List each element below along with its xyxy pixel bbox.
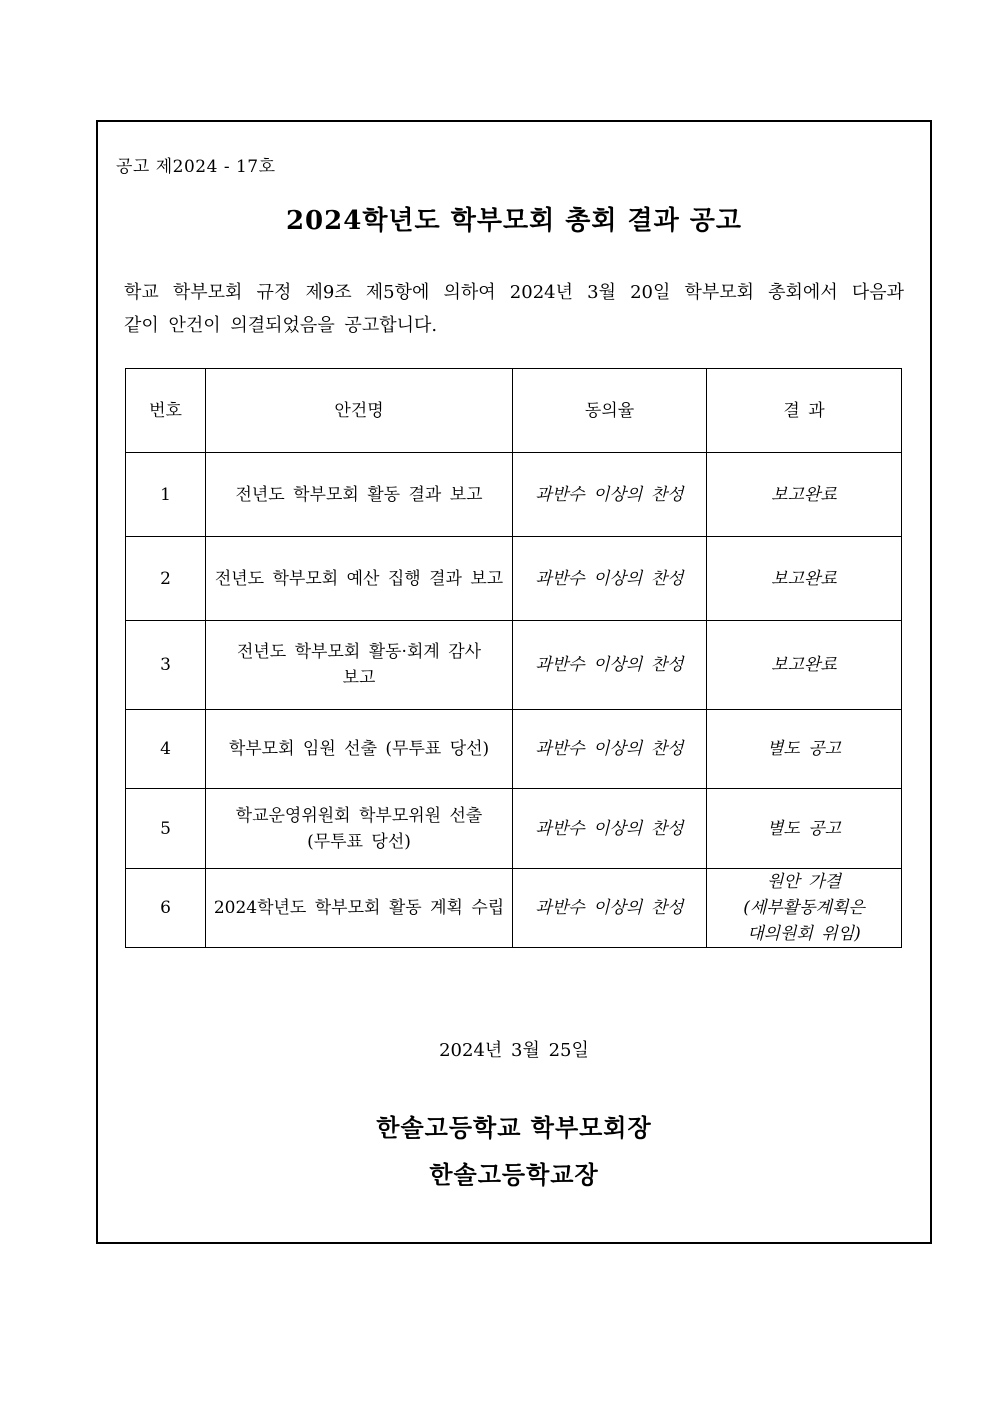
row-item-line: 전년도 학부모회 활동·회계 감사 xyxy=(236,642,482,662)
row-item xyxy=(206,710,513,789)
row-item-line: 학교운영위원회 학부모위원 선출 xyxy=(235,805,483,826)
results-table xyxy=(125,368,902,948)
row-item xyxy=(206,869,513,948)
row-number: 1 xyxy=(126,453,206,537)
row-rate: 과반수 이상의 찬성 xyxy=(513,453,707,537)
intro-line-2: 같이 안건이 의결되었음을 공고합니다. xyxy=(124,315,438,336)
row-result xyxy=(707,537,902,621)
table-row xyxy=(126,621,902,710)
row-result xyxy=(707,869,902,948)
header-result: 결 과 xyxy=(707,369,902,453)
row-item xyxy=(206,789,513,869)
row-result xyxy=(707,453,902,537)
row-result-line: 보고완료 xyxy=(771,655,837,675)
table-row xyxy=(126,453,902,537)
row-result xyxy=(707,710,902,789)
table-row xyxy=(126,789,902,869)
row-item-line: 학부모회 임원 선출 (무투표 당선) xyxy=(228,739,490,759)
row-item xyxy=(206,453,513,537)
row-number: 5 xyxy=(126,789,206,869)
row-item xyxy=(206,537,513,621)
row-result-line: 별도 공고 xyxy=(766,818,842,839)
row-rate: 과반수 이상의 찬성 xyxy=(513,537,707,621)
document-title: 2024학년도 학부모회 총회 결과 공고 xyxy=(285,206,743,236)
row-item-line: (무투표 당선) xyxy=(307,831,411,852)
row-result-line: 별도 공고 xyxy=(766,739,842,759)
table-row xyxy=(126,869,902,948)
row-result-line: 보고완료 xyxy=(771,484,837,505)
signer-principal: 한솔고등학교장 xyxy=(429,1160,599,1189)
row-result-line: (세부활동계획은 xyxy=(743,898,865,918)
intro-paragraph xyxy=(124,276,904,342)
table-header-row xyxy=(126,369,902,453)
row-number: 6 xyxy=(126,869,206,948)
header-item: 안건명 xyxy=(206,369,513,453)
header-no: 번호 xyxy=(126,369,206,453)
row-item-line: 2024학년도 학부모회 활동 계획 수립 xyxy=(213,898,505,918)
signer-parent-association-president: 한솔고등학교 학부모회장 xyxy=(376,1113,652,1142)
row-result xyxy=(707,789,902,869)
row-result-line: 원안 가결 xyxy=(766,872,842,892)
row-item-line: 전년도 학부모회 활동 결과 보고 xyxy=(235,484,483,505)
row-item xyxy=(206,621,513,710)
row-rate: 과반수 이상의 찬성 xyxy=(513,710,707,789)
row-result-line: 대의원회 위임) xyxy=(747,924,861,944)
header-rate: 동의율 xyxy=(513,369,707,453)
row-item-line: 보고 xyxy=(342,668,376,688)
notice-number: 공고 제2024 - 17호 xyxy=(116,157,276,177)
row-result xyxy=(707,621,902,710)
notice-date: 2024년 3월 25일 xyxy=(439,1040,589,1061)
row-rate: 과반수 이상의 찬성 xyxy=(513,869,707,948)
row-result-line: 보고완료 xyxy=(771,568,837,589)
row-number: 4 xyxy=(126,710,206,789)
intro-line-1: 학교 학부모회 규정 제9조 제5항에 의하여 2024년 3월 20일 학부모회 총회에서 다음과 xyxy=(124,282,904,303)
row-number: 3 xyxy=(126,621,206,710)
row-rate: 과반수 이상의 찬성 xyxy=(513,789,707,869)
table-row xyxy=(126,710,902,789)
row-rate: 과반수 이상의 찬성 xyxy=(513,621,707,710)
row-number: 2 xyxy=(126,537,206,621)
table-row xyxy=(126,537,902,621)
row-item-line: 전년도 학부모회 예산 집행 결과 보고 xyxy=(214,568,504,589)
